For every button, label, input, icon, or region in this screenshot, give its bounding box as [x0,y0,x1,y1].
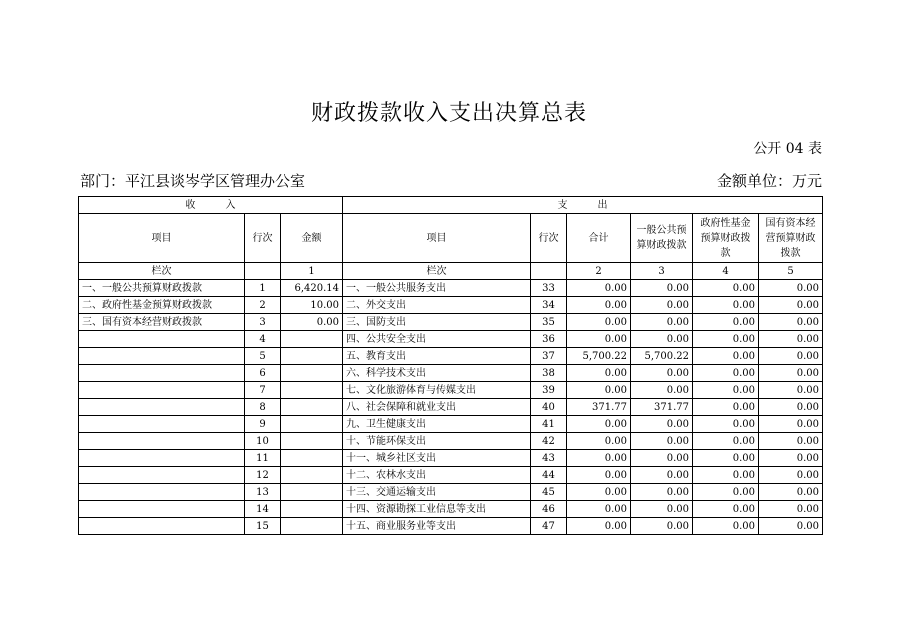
expense-item-cell: 十四、资源勘探工业信息等支出 [343,501,531,518]
gov-fund-cell: 0.00 [693,467,759,484]
table-row [79,365,823,382]
department-label: 部门：平江县谈岑学区管理办公室 [80,172,306,190]
table-row [79,348,823,365]
income-row-cell: 2 [245,297,281,314]
expense-item-cell: 十五、商业服务业等支出 [343,518,531,535]
general-cell: 0.00 [631,467,693,484]
income-amount-cell [281,365,343,382]
income-item-cell [79,365,245,382]
state-cap-cell: 0.00 [759,433,823,450]
expense-row-cell: 33 [531,280,567,297]
gov-fund-cell: 0.00 [693,280,759,297]
general-cell: 0.00 [631,501,693,518]
expense-row-cell: 39 [531,382,567,399]
income-item-cell [79,382,245,399]
col-total-header: 合计 [567,214,631,263]
income-item-cell [79,433,245,450]
gov-fund-cell: 0.00 [693,348,759,365]
table-row [79,331,823,348]
total-cell: 0.00 [567,450,631,467]
income-row-cell: 15 [245,518,281,535]
general-cell: 0.00 [631,314,693,331]
table-row [79,518,823,535]
expense-item-cell: 十二、农林水支出 [343,467,531,484]
col-gov-fund-header: 政府性基金预算财政拨款 [693,214,759,263]
gov-fund-cell: 0.00 [693,501,759,518]
income-item-cell: 二、政府性基金预算财政拨款 [79,297,245,314]
expense-item-cell: 一、一般公共服务支出 [343,280,531,297]
col-state-cap-header: 国有资本经营预算财政拨款 [759,214,823,263]
expense-item-cell: 十三、交通运输支出 [343,484,531,501]
table-row [79,484,823,501]
gov-fund-cell: 0.00 [693,416,759,433]
expense-row-cell: 38 [531,365,567,382]
table-row [79,433,823,450]
income-row-cell: 13 [245,484,281,501]
table-row [79,399,823,416]
income-item-cell [79,501,245,518]
gov-fund-cell: 0.00 [693,382,759,399]
expense-row-cell: 45 [531,484,567,501]
total-cell: 0.00 [567,484,631,501]
income-amount-cell [281,433,343,450]
total-cell: 0.00 [567,416,631,433]
group-header-row [79,197,823,214]
total-cell: 0.00 [567,382,631,399]
state-cap-cell: 0.00 [759,416,823,433]
state-cap-cell: 0.00 [759,331,823,348]
col-amount-header: 金额 [281,214,343,263]
total-cell: 0.00 [567,501,631,518]
budget-table [78,196,823,535]
income-row-cell: 7 [245,382,281,399]
income-amount-cell [281,484,343,501]
state-cap-cell: 0.00 [759,297,823,314]
expense-row-cell: 42 [531,433,567,450]
seq-label: 栏次 [79,263,245,280]
unit-label: 金额单位：万元 [716,172,822,190]
form-number: 公开 04 表 [753,141,822,157]
expense-row-cell: 46 [531,501,567,518]
general-cell: 0.00 [631,331,693,348]
gov-fund-cell: 0.00 [693,365,759,382]
page-title: 财政拨款收入支出决算总表 [310,101,587,126]
income-amount-cell [281,399,343,416]
income-amount-cell: 6,420.14 [281,280,343,297]
income-row-cell: 10 [245,433,281,450]
seq-empty [245,263,281,280]
seq-row [79,263,823,280]
gov-fund-cell: 0.00 [693,399,759,416]
total-cell: 0.00 [567,518,631,535]
general-cell: 371.77 [631,399,693,416]
state-cap-cell: 0.00 [759,365,823,382]
income-amount-cell: 10.00 [281,297,343,314]
income-row-cell: 3 [245,314,281,331]
income-item-cell [79,467,245,484]
state-cap-cell: 0.00 [759,484,823,501]
expense-item-cell: 五、教育支出 [343,348,531,365]
col-exp-row-header: 行次 [531,214,567,263]
general-cell: 0.00 [631,433,693,450]
expense-item-cell: 七、文化旅游体育与传媒支出 [343,382,531,399]
seq-total: 2 [567,263,631,280]
income-row-cell: 11 [245,450,281,467]
table-row [79,280,823,297]
general-cell: 0.00 [631,450,693,467]
expense-row-cell: 34 [531,297,567,314]
total-cell: 5,700.22 [567,348,631,365]
income-item-cell [79,416,245,433]
state-cap-cell: 0.00 [759,450,823,467]
expense-row-cell: 36 [531,331,567,348]
state-cap-cell: 0.00 [759,280,823,297]
income-row-cell: 9 [245,416,281,433]
column-header-row [79,214,823,263]
total-cell: 371.77 [567,399,631,416]
expense-row-cell: 40 [531,399,567,416]
gov-fund-cell: 0.00 [693,518,759,535]
expense-item-cell: 十一、城乡社区支出 [343,450,531,467]
table-row [79,416,823,433]
state-cap-cell: 0.00 [759,501,823,518]
table-row [79,297,823,314]
income-amount-cell [281,331,343,348]
income-amount-cell: 0.00 [281,314,343,331]
income-group-header: 收 入 [79,197,343,214]
seq-exp-label: 栏次 [343,263,531,280]
table-row [79,382,823,399]
expense-item-cell: 十、节能环保支出 [343,433,531,450]
income-item-cell [79,348,245,365]
seq-general: 3 [631,263,693,280]
expense-item-cell: 三、国防支出 [343,314,531,331]
total-cell: 0.00 [567,331,631,348]
total-cell: 0.00 [567,433,631,450]
general-cell: 0.00 [631,297,693,314]
income-amount-cell [281,348,343,365]
state-cap-cell: 0.00 [759,382,823,399]
expense-item-cell: 六、科学技术支出 [343,365,531,382]
general-cell: 0.00 [631,416,693,433]
total-cell: 0.00 [567,314,631,331]
expense-group-header: 支 出 [343,197,823,214]
income-item-cell [79,518,245,535]
expense-row-cell: 44 [531,467,567,484]
income-row-cell: 12 [245,467,281,484]
income-amount-cell [281,467,343,484]
gov-fund-cell: 0.00 [693,331,759,348]
col-item-header: 项目 [79,214,245,263]
income-item-cell [79,450,245,467]
col-exp-item-header: 项目 [343,214,531,263]
expense-row-cell: 47 [531,518,567,535]
gov-fund-cell: 0.00 [693,433,759,450]
gov-fund-cell: 0.00 [693,484,759,501]
table-row [79,314,823,331]
col-row-header: 行次 [245,214,281,263]
income-row-cell: 4 [245,331,281,348]
seq-gov-fund: 4 [693,263,759,280]
table-row [79,501,823,518]
col-general-header: 一般公共预算财政拨款 [631,214,693,263]
table-row [79,467,823,484]
income-row-cell: 6 [245,365,281,382]
income-item-cell: 三、国有资本经营财政拨款 [79,314,245,331]
income-amount-cell [281,416,343,433]
table-row [79,450,823,467]
income-amount-cell [281,450,343,467]
total-cell: 0.00 [567,297,631,314]
income-item-cell [79,484,245,501]
expense-item-cell: 八、社会保障和就业支出 [343,399,531,416]
income-row-cell: 8 [245,399,281,416]
seq-state-cap: 5 [759,263,823,280]
gov-fund-cell: 0.00 [693,297,759,314]
expense-row-cell: 37 [531,348,567,365]
income-amount-cell [281,501,343,518]
total-cell: 0.00 [567,280,631,297]
expense-row-cell: 41 [531,416,567,433]
state-cap-cell: 0.00 [759,518,823,535]
general-cell: 0.00 [631,365,693,382]
income-row-cell: 14 [245,501,281,518]
income-row-cell: 5 [245,348,281,365]
gov-fund-cell: 0.00 [693,450,759,467]
income-row-cell: 1 [245,280,281,297]
general-cell: 5,700.22 [631,348,693,365]
total-cell: 0.00 [567,365,631,382]
expense-item-cell: 四、公共安全支出 [343,331,531,348]
general-cell: 0.00 [631,382,693,399]
state-cap-cell: 0.00 [759,348,823,365]
expense-item-cell: 二、外交支出 [343,297,531,314]
income-item-cell [79,331,245,348]
expense-row-cell: 35 [531,314,567,331]
expense-item-cell: 九、卫生健康支出 [343,416,531,433]
general-cell: 0.00 [631,518,693,535]
total-cell: 0.00 [567,467,631,484]
state-cap-cell: 0.00 [759,467,823,484]
general-cell: 0.00 [631,484,693,501]
seq-amount: 1 [281,263,343,280]
state-cap-cell: 0.00 [759,314,823,331]
seq-empty [531,263,567,280]
income-amount-cell [281,382,343,399]
general-cell: 0.00 [631,280,693,297]
income-amount-cell [281,518,343,535]
state-cap-cell: 0.00 [759,399,823,416]
income-item-cell: 一、一般公共预算财政拨款 [79,280,245,297]
income-item-cell [79,399,245,416]
expense-row-cell: 43 [531,450,567,467]
gov-fund-cell: 0.00 [693,314,759,331]
